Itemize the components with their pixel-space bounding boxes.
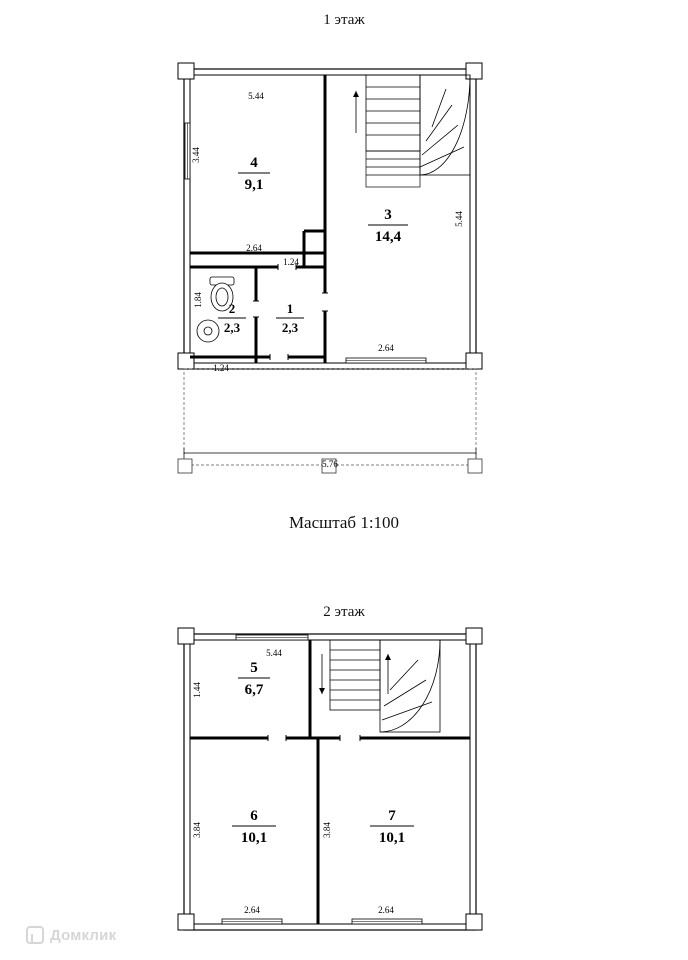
terrace-outline — [184, 369, 476, 465]
watermark — [26, 926, 116, 944]
dim-overall-bottom: 5.76 — [322, 459, 338, 469]
floor1-title: 1 этаж — [323, 12, 365, 28]
scale-label: Масштаб 1:100 — [288, 513, 400, 532]
staircase-floor2 — [319, 640, 440, 732]
window-room5-top — [236, 635, 308, 640]
dim-room5-left: 1.44 — [192, 682, 202, 698]
window-room4-left — [185, 123, 190, 179]
room-label-5 — [238, 660, 270, 698]
floor1-plan — [170, 55, 490, 475]
dim-room4-bottom: 2.64 — [246, 243, 262, 253]
dim-right-outer: 5.44 — [454, 211, 464, 227]
stair-landing — [366, 151, 420, 187]
svg-text:6: 6 — [250, 808, 258, 824]
svg-text:3: 3 — [384, 207, 392, 223]
dim-room1-top: 1.24 — [283, 257, 299, 267]
room-label-6 — [232, 808, 276, 846]
svg-text:7: 7 — [388, 808, 396, 824]
room-label-1 — [276, 301, 304, 335]
svg-text:5: 5 — [250, 660, 258, 676]
floor1-dimensions — [184, 448, 476, 458]
window-room7-bottom — [352, 919, 422, 924]
room-label-3 — [368, 207, 408, 245]
dim-bath-left: 1.84 — [193, 292, 203, 308]
dim-top-inner: 5.44 — [248, 91, 264, 101]
dim-f2-top-inner: 5.44 — [266, 648, 282, 658]
dim-room6-bottom: 2.64 — [244, 905, 260, 915]
sink-icon — [197, 320, 219, 342]
svg-text:9,1: 9,1 — [244, 177, 264, 193]
floor2-plan — [170, 620, 490, 945]
window-room3-bottom — [346, 358, 426, 363]
svg-text:14,4: 14,4 — [374, 229, 402, 245]
floor2-title: 2 этаж — [323, 604, 365, 620]
dim-left-outer: 3.44 — [191, 147, 201, 163]
svg-text:1: 1 — [286, 301, 294, 316]
svg-text:10,1: 10,1 — [240, 830, 268, 846]
svg-text:2: 2 — [228, 301, 236, 316]
dim-room7-bottom: 2.64 — [378, 905, 394, 915]
svg-text:2,3: 2,3 — [223, 320, 241, 335]
dim-room3-bottom: 2.64 — [378, 343, 394, 353]
room-label-7 — [370, 808, 414, 846]
domclick-logo-icon — [26, 926, 44, 944]
staircase-floor1 — [353, 75, 470, 175]
dim-room7-left: 3.84 — [322, 822, 332, 838]
svg-text:2,3: 2,3 — [281, 320, 299, 335]
svg-text:10,1: 10,1 — [378, 830, 406, 846]
dim-bath-bottom: 1.24 — [213, 363, 229, 373]
svg-text:6,7: 6,7 — [244, 682, 264, 698]
watermark-label: Домклик — [50, 926, 117, 944]
window-room6-bottom — [222, 919, 282, 924]
svg-text:4: 4 — [250, 155, 258, 171]
dim-room6-left: 3.84 — [192, 822, 202, 838]
room-label-4 — [238, 155, 270, 193]
